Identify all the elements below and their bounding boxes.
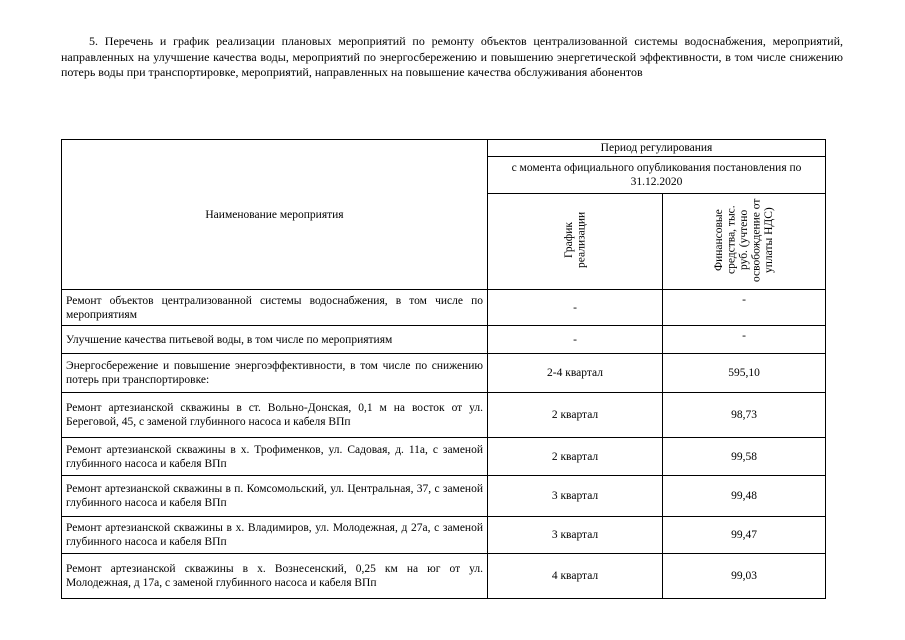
row-name: Ремонт артезианской скважины в х. Владимиров, ул. Молодежная, д 27а, с заменой глубинного насоса и кабеля ВПп	[62, 517, 488, 554]
row-name: Энергосбережение и повышение энергоэффективности, в том числе по снижению потерь при транспортировке:	[62, 354, 488, 393]
measures-table	[61, 139, 826, 599]
row-name: Ремонт объектов централизованной системы водоснабжения, в том числе по мероприятиям	[62, 290, 488, 326]
header-period: Период регулирования	[488, 140, 826, 157]
row-finance: 99,58	[663, 438, 826, 476]
row-schedule: 3 квартал	[488, 517, 663, 554]
row-name: Улучшение качества питьевой воды, в том числе по мероприятиям	[62, 326, 488, 354]
heading-text: 5. Перечень и график реализации плановых мероприятий по ремонту объектов централизованной системы водоснабжения, мероприятий, направленных на улучшение качества воды, мероприятий по энергосбережению и повышению энергетической эффективности, в том числе снижению потерь воды при транспортировке, мероприятий, направленных на повышение качества обслуживания абонентов	[61, 34, 843, 79]
table-row	[62, 517, 826, 554]
row-finance: 99,47	[663, 517, 826, 554]
row-name: Ремонт артезианской скважины в п. Комсомольский, ул. Центральная, 37, с заменой глубинного насоса и кабеля ВПп	[62, 476, 488, 517]
row-finance: -	[663, 326, 826, 354]
header-row-period	[62, 140, 826, 157]
table-row	[62, 290, 826, 326]
header-schedule-col: График реализации	[562, 211, 587, 269]
table-row	[62, 393, 826, 438]
row-schedule: -	[488, 290, 663, 326]
row-finance: 99,03	[663, 554, 826, 599]
header-finance-col: Финансовые средства, тыс. руб. (учтено освобождение от уплаты НДС)	[712, 198, 775, 282]
row-finance: -	[663, 290, 826, 326]
table-row	[62, 476, 826, 517]
row-finance: 595,10	[663, 354, 826, 393]
row-schedule: 2 квартал	[488, 393, 663, 438]
row-schedule: 2-4 квартал	[488, 354, 663, 393]
row-name: Ремонт артезианской скважины в х. Трофименков, ул. Садовая, д. 11а, с заменой глубинного насоса и кабеля ВПп	[62, 438, 488, 476]
section-heading	[61, 34, 843, 81]
table-row	[62, 438, 826, 476]
row-schedule: -	[488, 326, 663, 354]
row-schedule: 4 квартал	[488, 554, 663, 599]
header-finance-cell	[663, 194, 826, 290]
header-name-col: Наименование мероприятия	[62, 140, 488, 290]
row-name: Ремонт артезианской скважины в ст. Вольно-Донская, 0,1 м на восток от ул. Береговой, 45, с заменой глубинного насоса и кабеля ВПп	[62, 393, 488, 438]
table-row	[62, 354, 826, 393]
row-schedule: 2 квартал	[488, 438, 663, 476]
row-name: Ремонт артезианской скважины в х. Вознесенский, 0,25 км на юг от ул. Молодежная, д 17а, с заменой глубинного насоса и кабеля ВПп	[62, 554, 488, 599]
header-schedule-cell	[488, 194, 663, 290]
row-finance: 99,48	[663, 476, 826, 517]
row-schedule: 3 квартал	[488, 476, 663, 517]
table-row	[62, 554, 826, 599]
header-period-from: с момента официального опубликования постановления по 31.12.2020	[488, 157, 826, 194]
row-finance: 98,73	[663, 393, 826, 438]
table-row	[62, 326, 826, 354]
